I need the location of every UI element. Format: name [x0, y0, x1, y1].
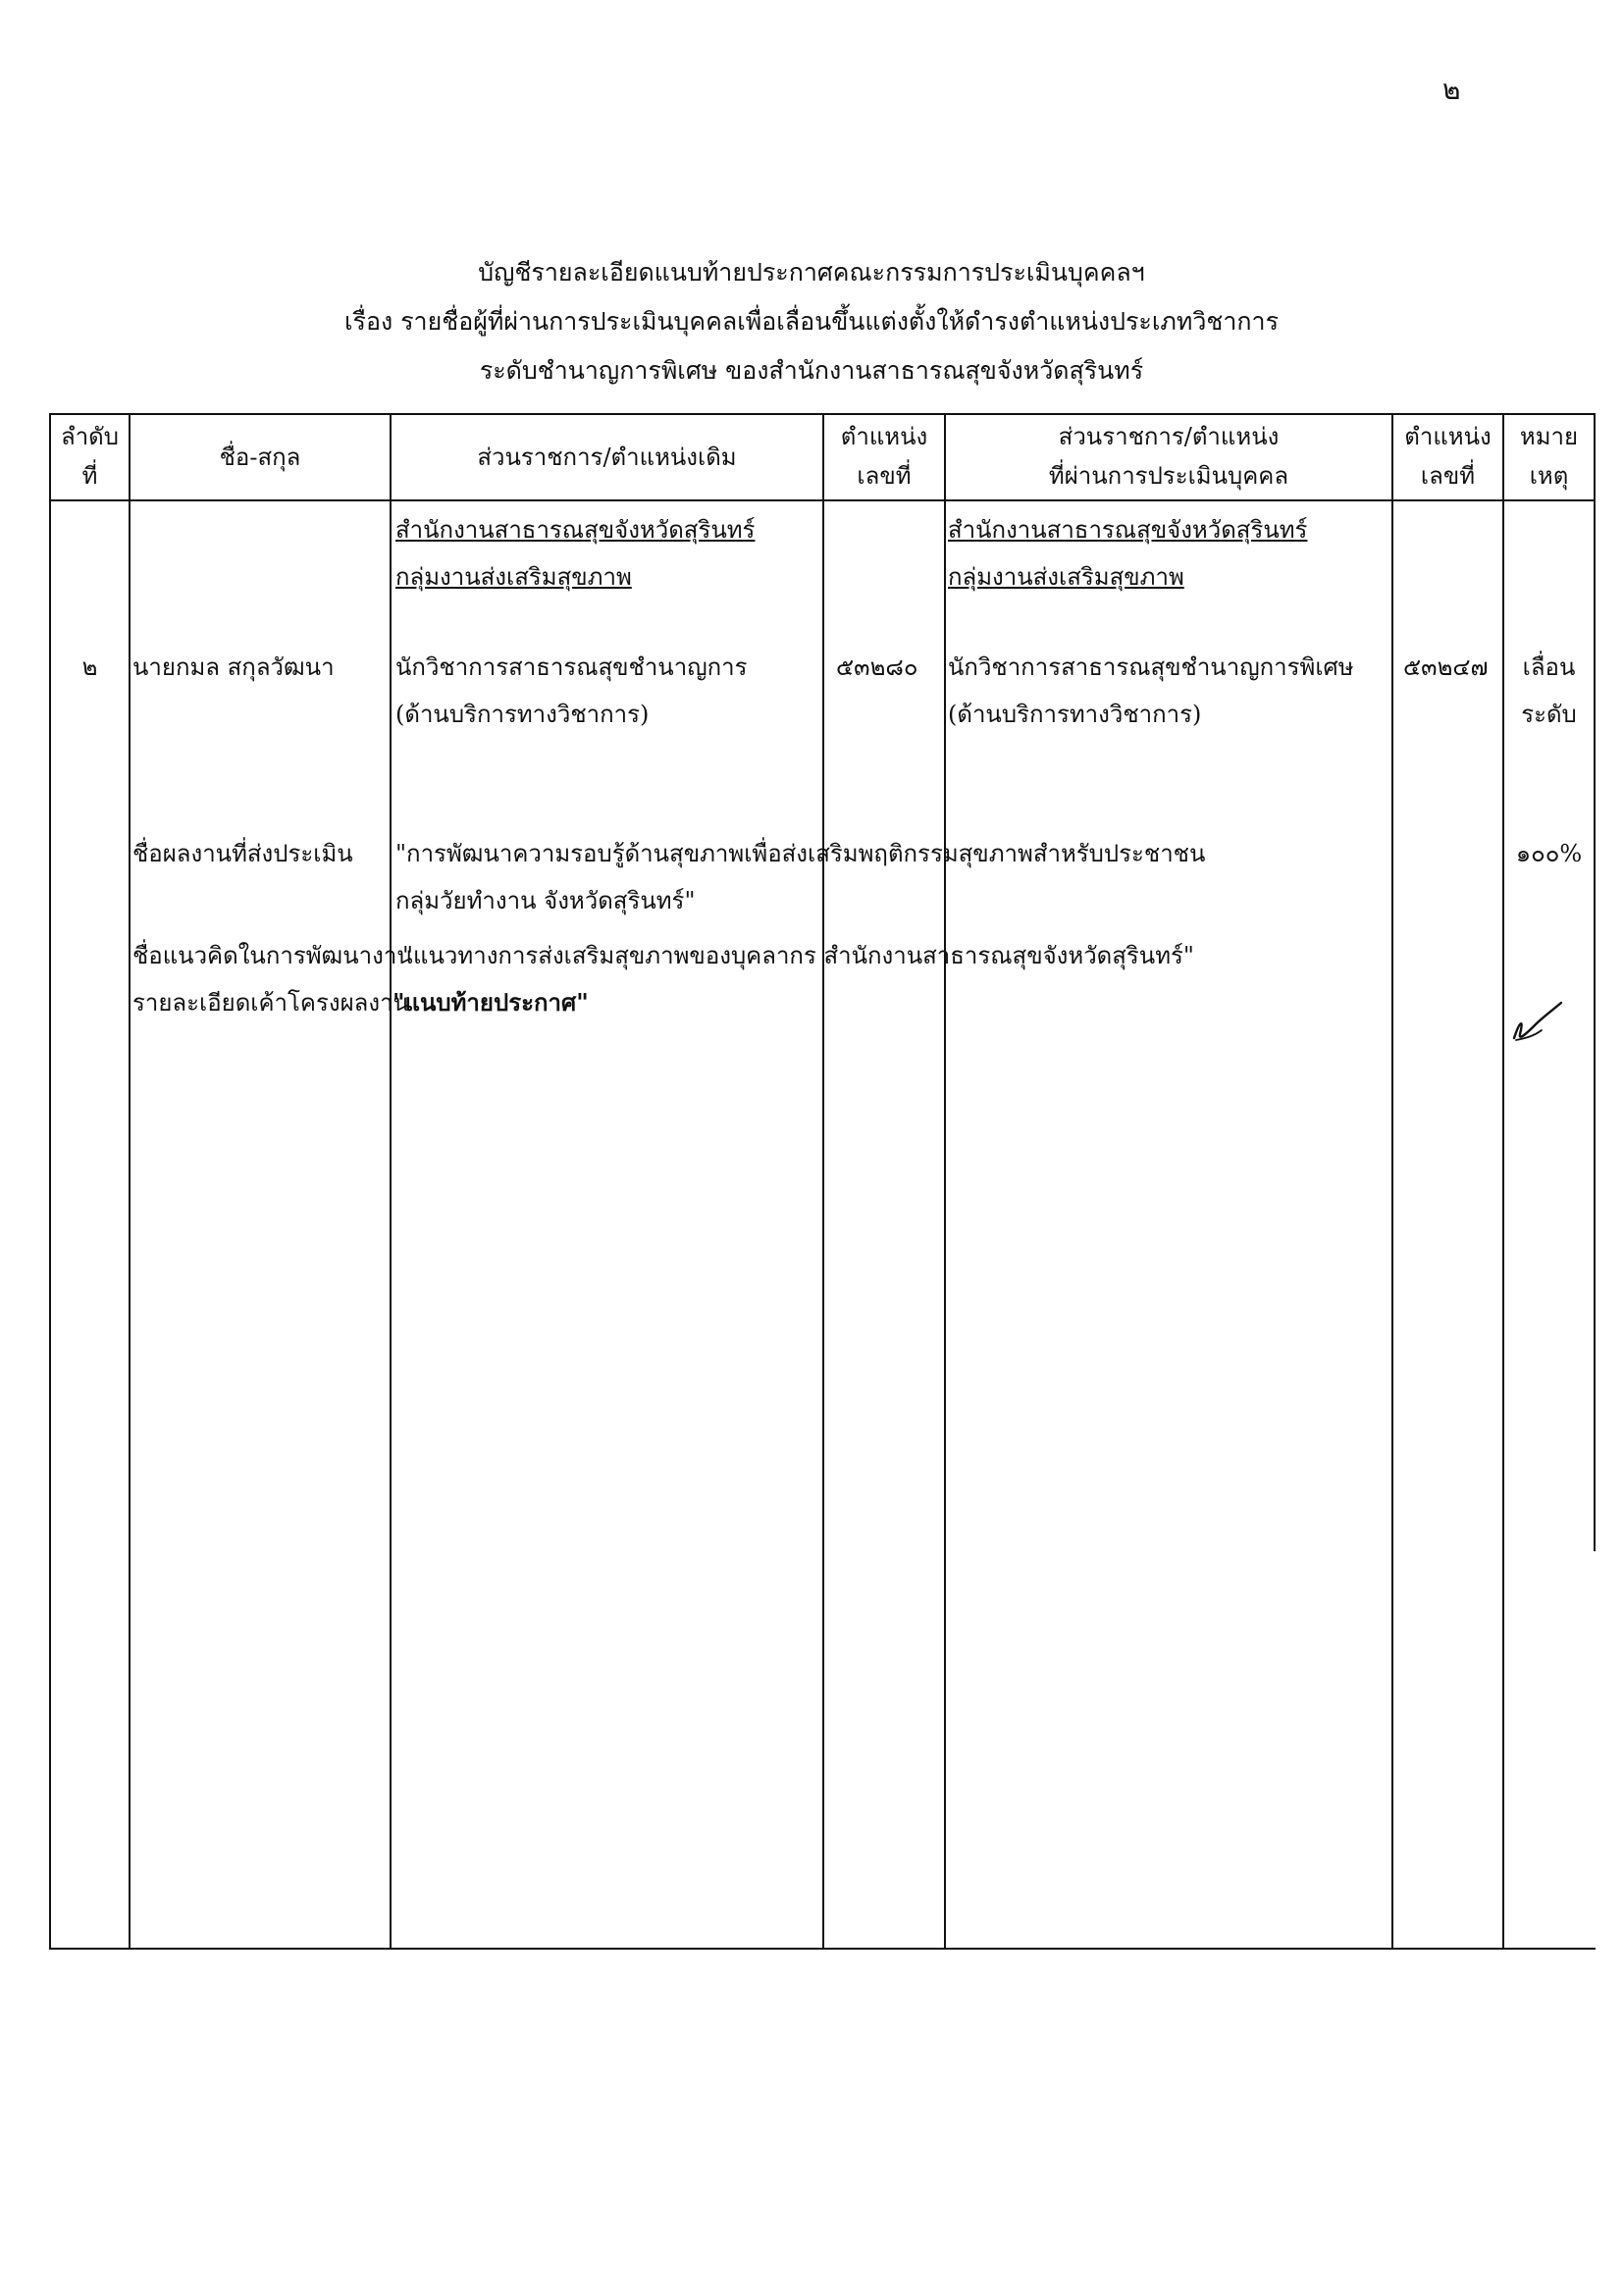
concept-title: "แนวทางการส่งเสริมสุขภาพของบุคลากร สำนักงานสาธารณสุขจังหวัดสุรินทร์" — [402, 942, 1194, 969]
new-number: ๕๓๒๔๗ — [1403, 653, 1489, 681]
header-name: ชื่อ-สกุล — [219, 444, 301, 471]
col-divider-old-position — [822, 413, 824, 1950]
work-label: ชื่อผลงานที่ส่งประเมิน — [132, 840, 353, 867]
old-number: ๕๓๒๘๐ — [836, 653, 918, 681]
new-field: (ด้านบริการทางวิชาการ) — [948, 701, 1202, 728]
outline-label: รายละเอียดเค้าโครงผลงาน — [132, 989, 409, 1017]
col-divider-old-number — [944, 413, 946, 1950]
header-remark: หมาย เหตุ — [1519, 423, 1579, 490]
row-order: ๒ — [81, 653, 98, 681]
document-title: บัญชีรายละเอียดแนบท้ายประกาศคณะกรรมการประเมินบุคคลฯ — [478, 258, 1145, 287]
outline-value: "แนบท้ายประกาศ" — [393, 988, 589, 1017]
row-name: นายกมล สกุลวัฒนา — [132, 653, 335, 681]
work-title-line2: กลุ่มวัยทำงาน จังหวัดสุรินทร์" — [395, 887, 696, 914]
header-old-number: ตำแหน่ง เลขที่ — [840, 423, 928, 490]
document-level: ระดับชำนาญการพิเศษ ของสำนักงานสาธารณสุขจังหวัดสุรินทร์ — [479, 356, 1144, 385]
old-field: (ด้านบริการทางวิชาการ) — [395, 701, 650, 728]
new-title: นักวิชาการสาธารณสุขชำนาญการพิเศษ — [948, 653, 1354, 681]
header-new-position: ส่วนราชการ/ตำแหน่ง ที่ผ่านการประเมินบุคคล — [1048, 423, 1289, 490]
old-office: สำนักงานสาธารณสุขจังหวัดสุรินทร์ — [395, 516, 756, 544]
remark-line1: เลื่อน — [1522, 653, 1576, 681]
old-title: นักวิชาการสาธารณสุขชำนาญการ — [395, 653, 748, 681]
col-divider-name — [390, 413, 392, 1950]
page-number: ๒ — [1442, 74, 1461, 106]
new-group: กลุ่มงานส่งเสริมสุขภาพ — [948, 563, 1184, 591]
concept-label: ชื่อแนวคิดในการพัฒนางาน — [132, 942, 413, 969]
header-order: ลำดับ ที่ — [60, 423, 119, 490]
header-new-number: ตำแหน่ง เลขที่ — [1404, 423, 1492, 490]
header-old-position: ส่วนราชการ/ตำแหน่งเดิม — [477, 444, 737, 471]
col-divider-left — [49, 413, 51, 1950]
col-divider-new-position — [1391, 413, 1393, 1950]
work-percent: ๑๐๐% — [1515, 840, 1583, 867]
document-subject: เรื่อง รายชื่อผู้ที่ผ่านการประเมินบุคคลเพื่อเลื่อนขึ้นแต่งตั้งให้ดำรงตำแหน่งประเภทวิชาการ — [343, 307, 1280, 336]
remark-line2: ระดับ — [1521, 701, 1577, 728]
col-divider-order — [129, 413, 131, 1950]
signature-mark — [1506, 991, 1575, 1050]
work-title-line1: "การพัฒนาความรอบรู้ด้านสุขภาพเพื่อส่งเสริมพฤติกรรมสุขภาพสำหรับประชาชน — [395, 840, 1206, 867]
col-divider-right — [1594, 413, 1596, 1551]
new-office: สำนักงานสาธารณสุขจังหวัดสุรินทร์ — [948, 516, 1308, 544]
col-divider-new-number — [1502, 413, 1504, 1950]
old-group: กลุ่มงานส่งเสริมสุขภาพ — [395, 563, 632, 591]
